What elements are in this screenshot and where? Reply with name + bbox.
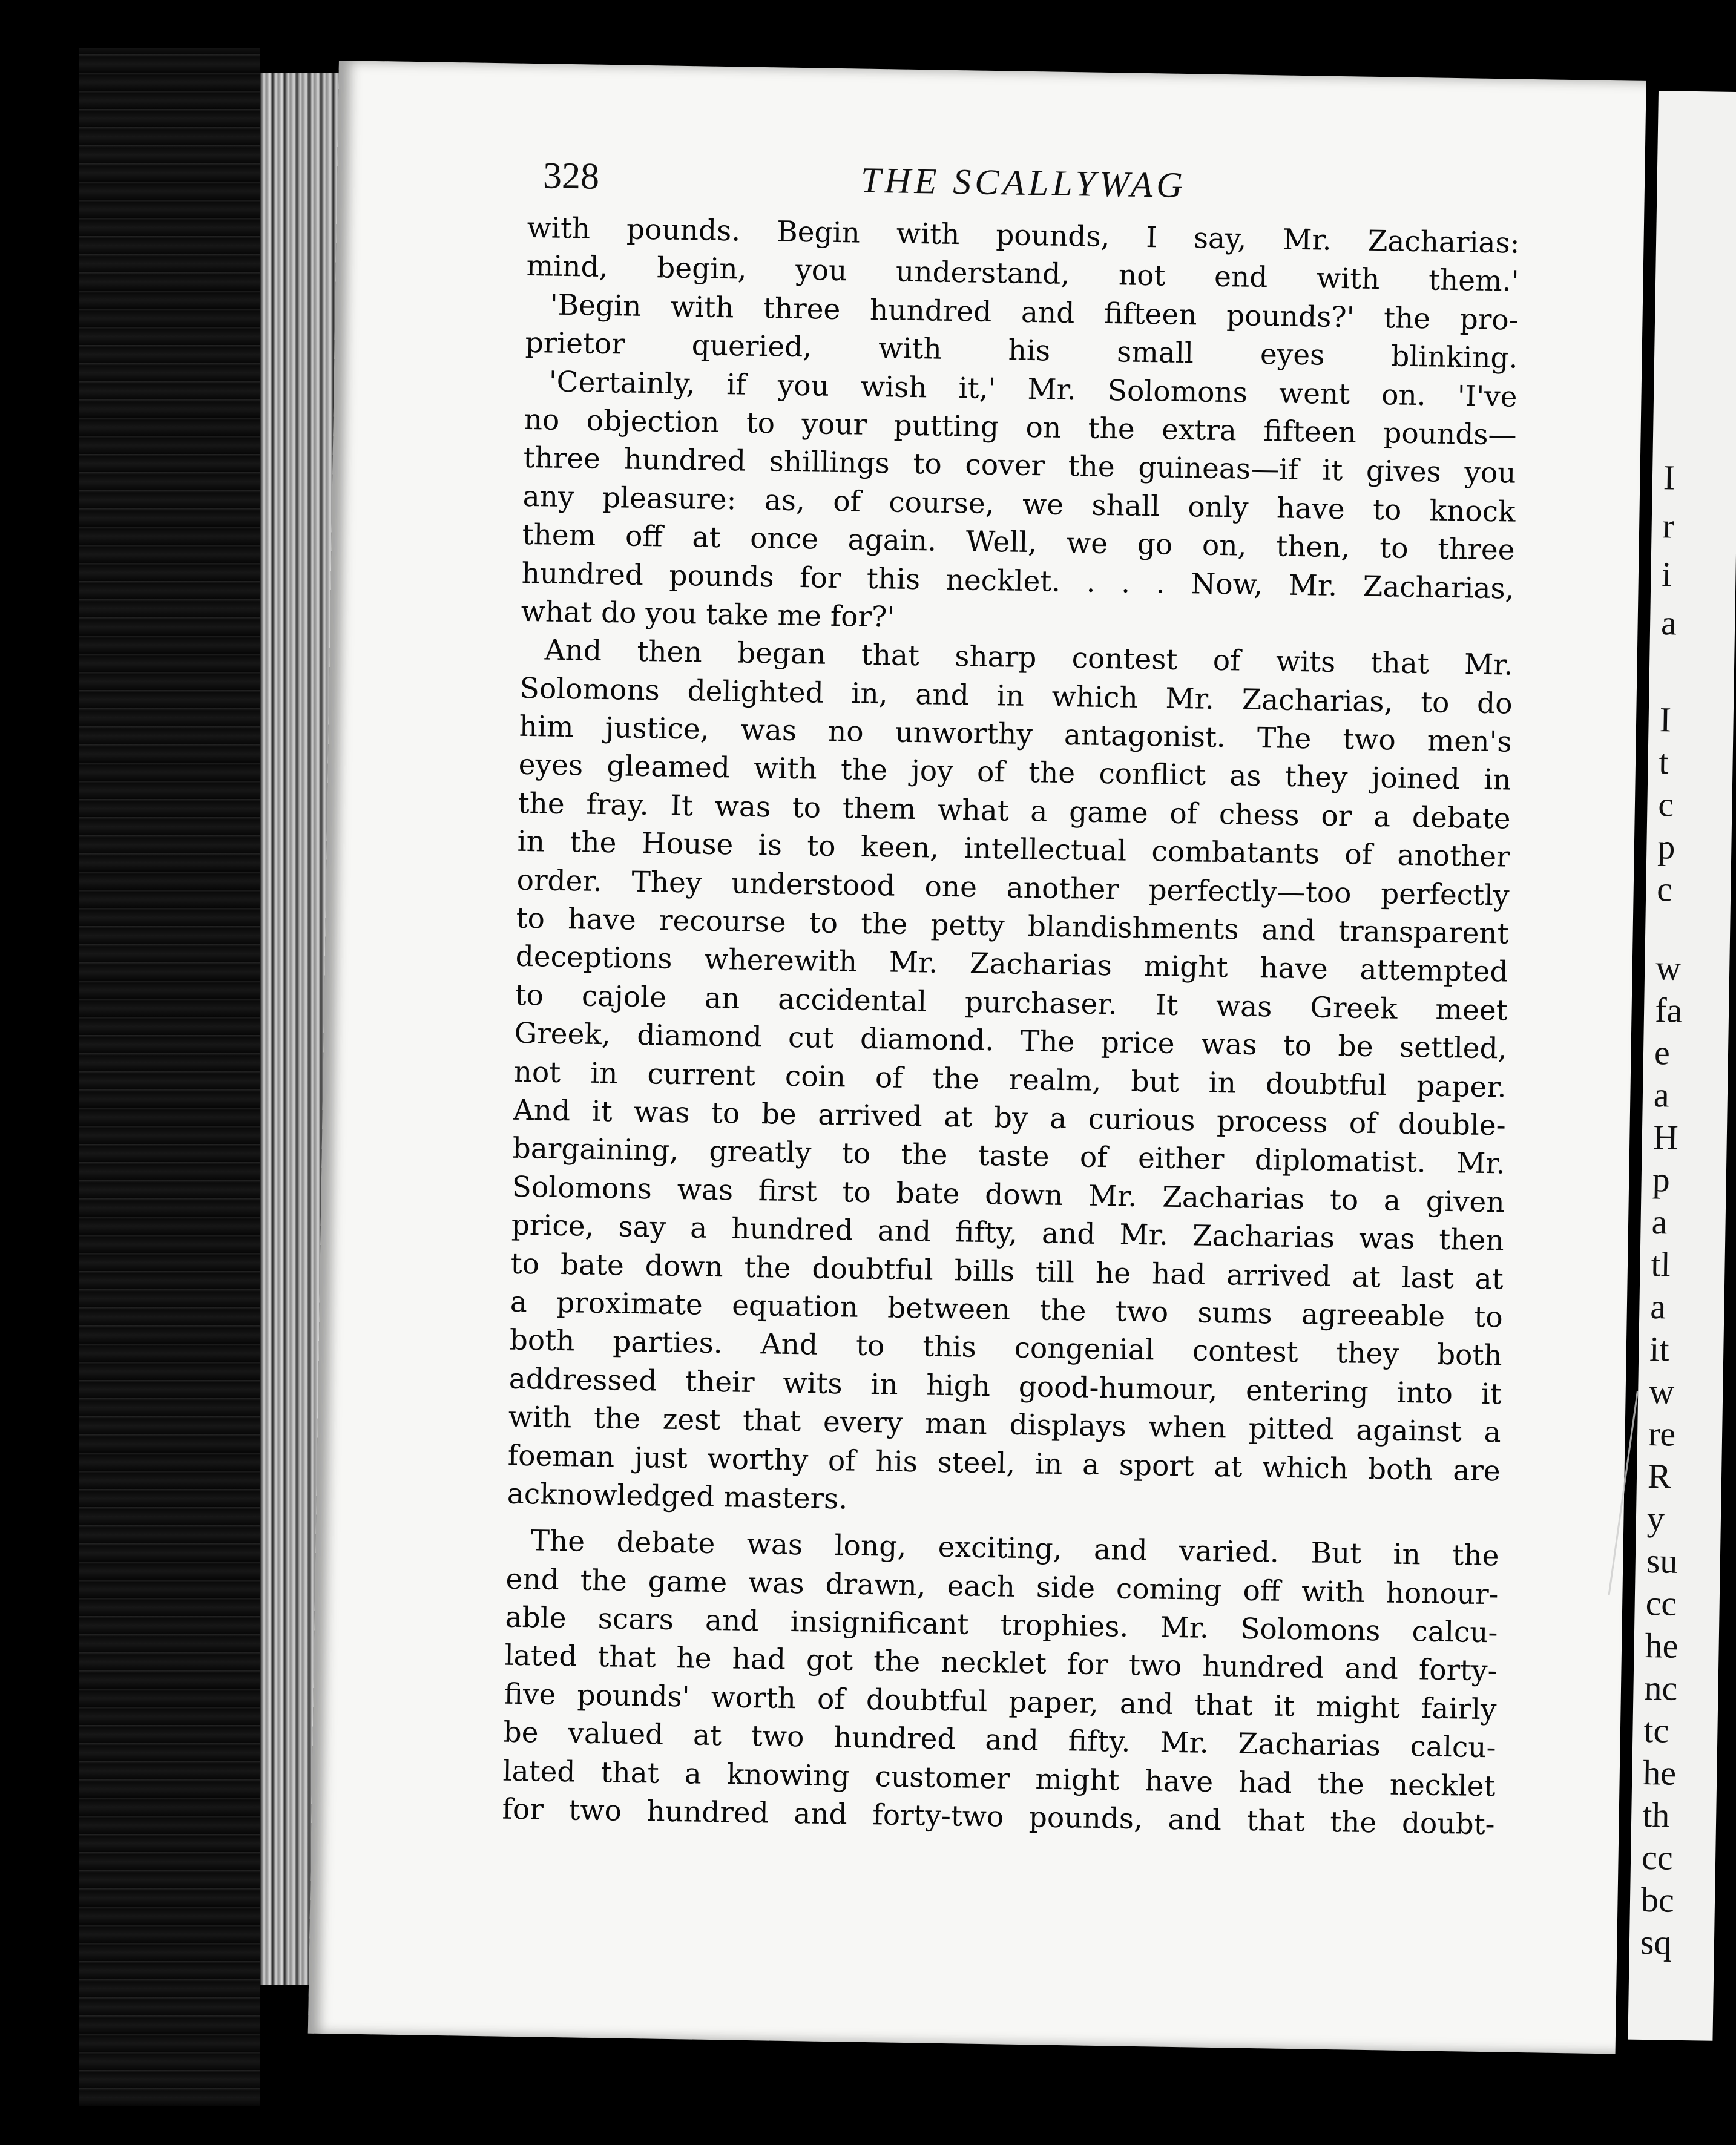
text-line: prietor queried, with his small eyes blinking. [525, 326, 1518, 375]
text-line: order. They understood one another perfectly—too perfectly [516, 863, 1510, 913]
text-line: price, say a hundred and fifty, and Mr. Zacharias was then [511, 1208, 1505, 1258]
fragment: sq [1640, 1922, 1672, 1962]
text-line: with the zest that every man displays when pitted against a [508, 1400, 1502, 1450]
text-line: him justice, was no unworthy antagonist. The two men's [519, 709, 1512, 759]
text-line: Greek, diamond cut diamond. The price was to be settled, [514, 1016, 1508, 1066]
text-line: hundred pounds for this necklet. . . . Now, Mr. Zacharias, [521, 556, 1514, 606]
fragment: r [1662, 506, 1675, 546]
fragment: nc [1644, 1667, 1678, 1708]
fragment: w [1655, 948, 1682, 988]
text-line: for two hundred and forty-two pounds, and that the doubt- [502, 1792, 1495, 1842]
text-line: 'Certainly, if you wish it,' Mr. Solomons went on. 'I've [548, 365, 1517, 414]
text-line: lated that a knowing customer might have had the necklet [502, 1754, 1496, 1803]
right-page-fragments [1640, 91, 1736, 1962]
text-line: addressed their wits in high good-humour, entering into it [508, 1362, 1502, 1411]
left-page [308, 61, 1646, 2054]
text-line: lated that he had got the necklet for two hundred and forty- [504, 1639, 1498, 1688]
fragment: tc [1643, 1710, 1669, 1750]
text-line: be valued at two hundred and fifty. Mr. Zacharias calcu- [503, 1715, 1496, 1765]
text-line: end the game was drawn, each side coming off with honour- [505, 1562, 1499, 1612]
fragment: it [1649, 1329, 1670, 1369]
fragment: y [1646, 1498, 1665, 1539]
text-line: both parties. And to this congenial contest they both [509, 1324, 1503, 1373]
fragment: he [1642, 1752, 1677, 1793]
fragment: tl [1651, 1244, 1671, 1284]
fragment: c [1656, 869, 1673, 909]
text-line: Solomons delighted in, and in which Mr. Zacharias, to do [519, 671, 1513, 721]
text-line: no objection to your putting on the extra fifteen pounds— [524, 402, 1517, 452]
page-header [542, 154, 1542, 218]
fragment: t [1659, 742, 1669, 782]
text-line: to bate down the doubtful bills till he had arrived at last at [510, 1247, 1504, 1296]
fragment: a [1651, 1202, 1668, 1242]
text-line: five pounds' worth of doubtful paper, and that it might fairly [504, 1677, 1497, 1727]
fragment: i [1661, 554, 1672, 594]
right-page-edge [1628, 91, 1736, 2041]
fragment: I [1659, 700, 1672, 740]
text-line: to cajole an accidental purchaser. It was Greek meet [515, 978, 1508, 1028]
fragment: a [1660, 603, 1677, 643]
fragment: fa [1654, 990, 1683, 1030]
text-line: able scars and insignificant trophies. Mr. Solomons calcu- [505, 1600, 1498, 1650]
text-line: Solomons was first to bate down Mr. Zacharias to a given [511, 1170, 1505, 1220]
text-line: The debate was long, exciting, and varied. But in the [530, 1524, 1499, 1573]
text-line: with pounds. Begin with pounds, I say, Mr. Zacharias: [527, 211, 1520, 260]
text-line: And it was to be arrived at by a curious process of double- [513, 1093, 1507, 1143]
fragment: R [1647, 1456, 1672, 1496]
text-line: acknowledged masters. [507, 1477, 848, 1516]
fragment: c [1657, 784, 1674, 824]
text-line: not in current coin of the realm, but in doubtful paper. [513, 1055, 1507, 1105]
body-text [502, 209, 1520, 1844]
fragment: I [1663, 458, 1675, 498]
fragment: he [1645, 1625, 1678, 1666]
fragment: p [1652, 1160, 1671, 1200]
fragment: su [1646, 1540, 1678, 1581]
fragment: cc [1641, 1837, 1674, 1877]
fragment: cc [1645, 1583, 1677, 1623]
text-line: And then began that sharp contest of wits that Mr. [544, 633, 1513, 682]
fragment: a [1649, 1287, 1666, 1327]
text-line: in the House is to keen, intellectual combatants of another [517, 825, 1510, 874]
text-line: mind, begin, you understand, not end with them.' [526, 249, 1519, 299]
fragment: re [1648, 1414, 1676, 1454]
page-number: 328 [542, 155, 600, 197]
fragment: th [1642, 1795, 1670, 1835]
running-head: THE SCALLYWAG [860, 160, 1187, 206]
text-line: them off at once again. Well, we go on, then, to three [522, 517, 1515, 567]
book-spine [79, 48, 260, 2106]
text-line: to have recourse to the petty blandishments and transparent [516, 901, 1510, 951]
text-line: deceptions wherewith Mr. Zacharias might have attempted [515, 940, 1509, 989]
text-line: bargaining, greatly to the taste of either diplomatist. Mr. [512, 1132, 1506, 1181]
text-line: what do you take me for?' [521, 594, 895, 634]
fragment: e [1654, 1033, 1671, 1072]
text-line: eyes gleamed with the joy of the conflict as they joined in [518, 748, 1511, 798]
text-line: any pleasure: as, of course, we shall only have to knock [522, 479, 1516, 529]
text-line: 'Begin with three hundred and fifteen pounds?' the pro- [550, 288, 1519, 337]
text-line: foeman just worthy of his steel, in a sport at which both are [507, 1439, 1501, 1488]
fragment: bc [1640, 1879, 1675, 1920]
fragment: H [1652, 1117, 1679, 1157]
fragment: p [1657, 827, 1675, 867]
fragment: a [1653, 1075, 1670, 1115]
text-line: the fray. It was to them what a game of chess or a debate [518, 786, 1511, 836]
text-line: three hundred shillings to cover the guineas—if it gives you [523, 441, 1516, 490]
text-line: a proximate equation between the two sums agreeable to [510, 1285, 1504, 1335]
fragment: w [1648, 1371, 1675, 1411]
